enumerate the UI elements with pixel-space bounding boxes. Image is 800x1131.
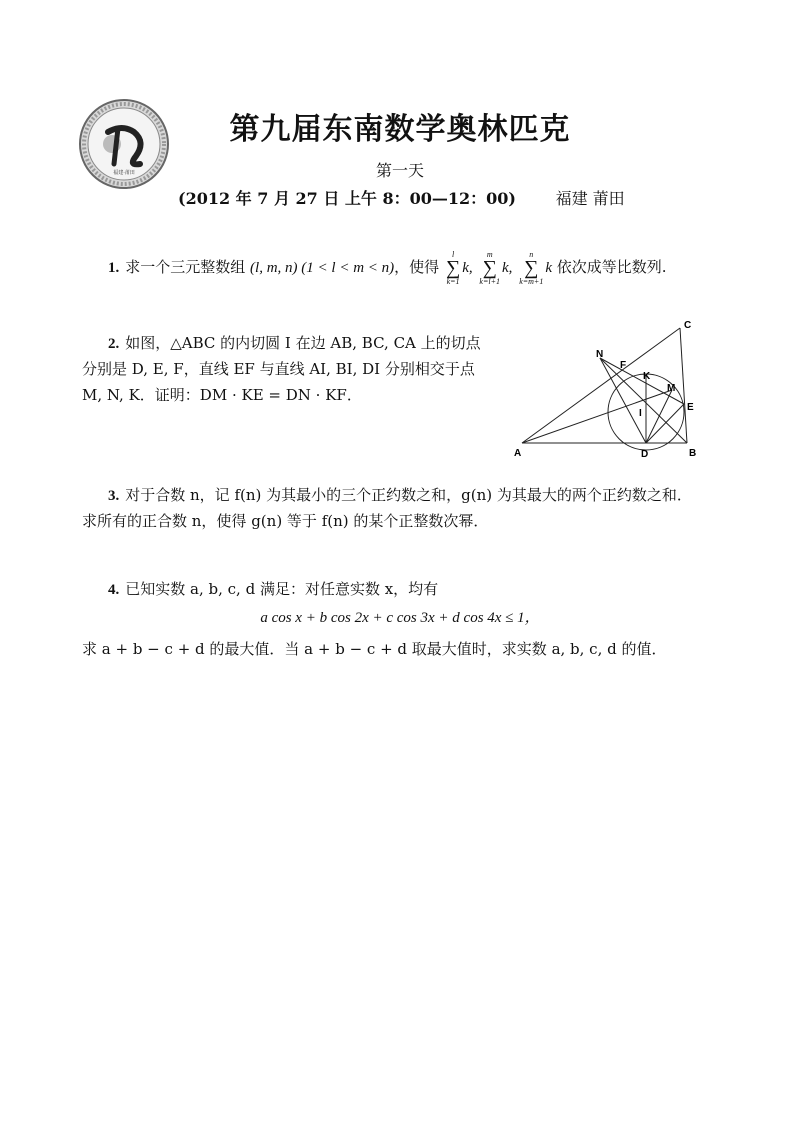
segment-de bbox=[646, 404, 684, 443]
label-b: B bbox=[689, 448, 697, 459]
problem-number: 3. bbox=[108, 488, 120, 504]
label-d: D bbox=[641, 449, 649, 460]
label-i: I bbox=[639, 408, 642, 419]
problem-2 bbox=[108, 330, 508, 357]
problem-line: 对于合数 n，记 f(n) 为其最小的三个正约数之和，g(n) 为其最大的两个正约数之和． bbox=[125, 486, 692, 504]
label-e: E bbox=[687, 402, 694, 413]
geometry-diagram bbox=[512, 316, 708, 464]
problem-number: 2. bbox=[108, 336, 120, 352]
label-m: M bbox=[667, 383, 676, 394]
problem-line: 如图，△ABC 的内切圆 I 在边 AB, BC, CA 上的切点 bbox=[125, 334, 481, 352]
problem-1 bbox=[108, 250, 667, 286]
problem-line: 求所有的正合数 n，使得 g(n) 等于 f(n) 的某个正整数次幂． bbox=[82, 512, 489, 530]
exam-location: 福建 莆田 bbox=[555, 189, 625, 208]
summation-term: k bbox=[545, 260, 552, 276]
logo-caption: 福建·莆田 bbox=[113, 170, 135, 176]
problem-line: 求 a + b − c + d 的最大值．当 a + b − c + d 取最大值时，求实数 a, b, c, d 的值． bbox=[82, 640, 667, 658]
label-k: K bbox=[643, 371, 651, 382]
problem-4 bbox=[108, 576, 788, 603]
label-a: A bbox=[514, 448, 522, 459]
summation-term: k, bbox=[502, 260, 513, 276]
problem-2-continuation bbox=[82, 356, 502, 408]
summation-1: l ∑ k=1 bbox=[445, 250, 461, 286]
problem-line: 分别是 D, E, F，直线 EF 与直线 AI, BI, DI 分别相交于点 bbox=[82, 360, 475, 378]
problem-text: 求一个三元整数组 bbox=[125, 258, 246, 276]
exam-date-time: (2012 年 7 月 27 日 上午 8：00—12：00) bbox=[178, 189, 516, 208]
problem-number: 4. bbox=[108, 582, 120, 598]
summation-3: n ∑ k=m+1 bbox=[519, 250, 544, 286]
exam-info bbox=[178, 186, 625, 209]
problem-line: 已知实数 a, b, c, d 满足：对任意实数 x，均有 bbox=[125, 580, 439, 598]
problem-3 bbox=[108, 482, 788, 509]
summation-term: k, bbox=[462, 260, 473, 276]
problem-number: 1. bbox=[108, 260, 120, 276]
label-n: N bbox=[596, 349, 604, 360]
tuple-expression: (l, m, n) (1 < l < m < n) bbox=[250, 260, 395, 276]
label-c: C bbox=[684, 320, 692, 331]
problem-4-formula bbox=[0, 606, 800, 627]
problem-3-continuation bbox=[82, 508, 782, 534]
side-ca bbox=[522, 328, 680, 443]
problem-text: 依次成等比数列. bbox=[556, 258, 667, 276]
problem-4-continuation bbox=[82, 636, 782, 662]
summation-2: m ∑ k=l+1 bbox=[479, 250, 500, 286]
page-title: 第九届东南数学奥林匹克 bbox=[229, 112, 571, 147]
problem-text: ，使得 bbox=[394, 258, 440, 276]
day-label: 第一天 bbox=[375, 161, 424, 180]
inequality-formula: a cos x + b cos 2x + c cos 3x + d cos 4x ≤ 1， bbox=[260, 610, 540, 626]
label-f: F bbox=[620, 360, 627, 371]
problem-line: M, N, K．证明：DM · KE = DN · KF． bbox=[82, 386, 362, 404]
